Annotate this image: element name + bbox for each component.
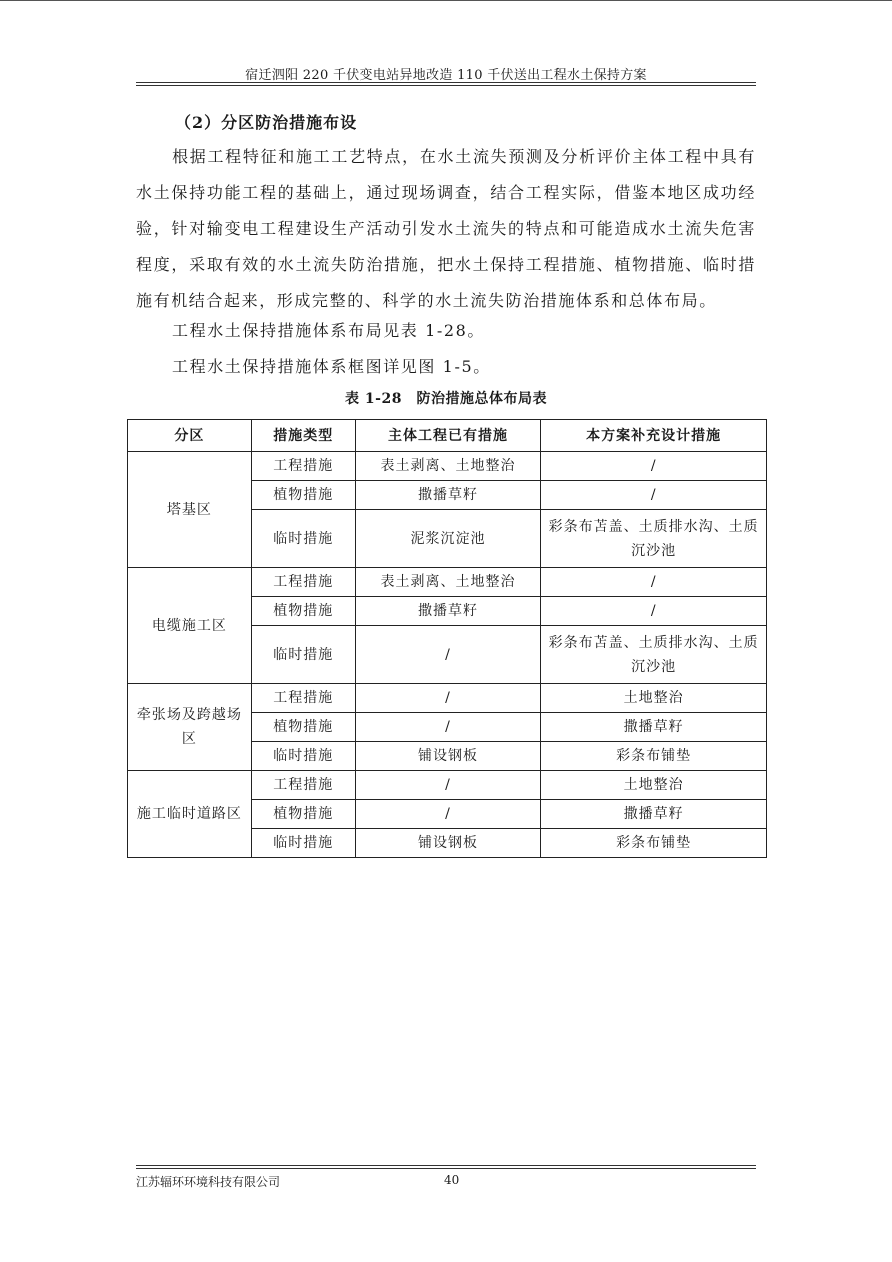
running-header: 宿迁泗阳 220 千伏变电站异地改造 110 千伏送出工程水土保持方案 <box>245 68 647 83</box>
zone-cell: 电缆施工区 <box>128 568 252 684</box>
measure-type-cell: 工程措施 <box>251 684 355 713</box>
existing-measure-cell: 撒播草籽 <box>355 481 541 510</box>
measure-type-cell: 植物措施 <box>251 481 355 510</box>
supplementary-measure-cell: 彩条布铺垫 <box>541 829 767 858</box>
footer-rule-thin <box>136 1165 756 1166</box>
existing-measure-cell: 表土剥离、土地整治 <box>355 452 541 481</box>
page-number: 40 <box>444 1173 460 1187</box>
existing-measure-cell: / <box>355 771 541 800</box>
measure-type-cell: 植物措施 <box>251 713 355 742</box>
zone-cell: 施工临时道路区 <box>128 771 252 858</box>
section-heading: （2）分区防治措施布设 <box>175 113 358 132</box>
supplementary-measure-cell: 土地整治 <box>541 684 767 713</box>
existing-measure-cell: / <box>355 626 541 684</box>
measures-layout-table <box>127 419 767 858</box>
header-rule <box>136 82 756 83</box>
zone-cell: 塔基区 <box>128 452 252 568</box>
footer-rule <box>136 1168 756 1169</box>
measure-type-cell: 临时措施 <box>251 829 355 858</box>
table-row <box>128 771 767 800</box>
measure-type-cell: 工程措施 <box>251 771 355 800</box>
table-row <box>128 452 767 481</box>
table-header-row <box>128 420 767 452</box>
existing-measure-cell: 撒播草籽 <box>355 597 541 626</box>
footer-company: 江苏辐环环境科技有限公司 <box>136 1175 281 1189</box>
body-paragraph-intro <box>136 139 756 319</box>
header-measure-type: 措施类型 <box>251 420 355 452</box>
supplementary-measure-cell: / <box>541 452 767 481</box>
existing-measure-cell: / <box>355 713 541 742</box>
existing-measure-cell: 铺设钢板 <box>355 742 541 771</box>
supplementary-measure-cell: 彩条布苫盖、土质排水沟、土质沉沙池 <box>541 510 767 568</box>
supplementary-measure-cell: 撒播草籽 <box>541 713 767 742</box>
supplementary-measure-cell: / <box>541 568 767 597</box>
supplementary-measure-cell: 土地整治 <box>541 771 767 800</box>
header-supplementary-measures: 本方案补充设计措施 <box>541 420 767 452</box>
table-row <box>128 684 767 713</box>
existing-measure-cell: 表土剥离、土地整治 <box>355 568 541 597</box>
body-paragraph-figure-ref: 工程水土保持措施体系框图详见图 1-5。 <box>172 357 491 376</box>
measure-type-cell: 植物措施 <box>251 597 355 626</box>
measure-type-cell: 工程措施 <box>251 452 355 481</box>
body-paragraph-table-ref: 工程水土保持措施体系布局见表 1-28。 <box>172 321 486 340</box>
measure-type-cell: 临时措施 <box>251 742 355 771</box>
existing-measure-cell: / <box>355 800 541 829</box>
page-top-border <box>0 0 892 1</box>
supplementary-measure-cell: / <box>541 597 767 626</box>
supplementary-measure-cell: 彩条布苫盖、土质排水沟、土质沉沙池 <box>541 626 767 684</box>
supplementary-measure-cell: 撒播草籽 <box>541 800 767 829</box>
existing-measure-cell: 泥浆沉淀池 <box>355 510 541 568</box>
paragraph-text: 根据工程特征和施工工艺特点，在水土流失预测及分析评价主体工程中具有水土保持功能工程的基础上，通过现场调查，结合工程实际，借鉴本地区成功经验，针对输变电工程建设生产活动引发水土流失的特点和可能造成水土流失危害程度，采取有效的水土流失防治措施，把水土保持工程措施、植物措施、临时措施有机结合起来，形成完整的、科学的水土流失防治措施体系和总体布局。 <box>136 147 756 310</box>
measure-type-cell: 工程措施 <box>251 568 355 597</box>
existing-measure-cell: 铺设钢板 <box>355 829 541 858</box>
header-existing-measures: 主体工程已有措施 <box>355 420 541 452</box>
header-rule-thin <box>136 85 756 86</box>
header-zone: 分区 <box>128 420 252 452</box>
supplementary-measure-cell: / <box>541 481 767 510</box>
measure-type-cell: 临时措施 <box>251 626 355 684</box>
supplementary-measure-cell: 彩条布铺垫 <box>541 742 767 771</box>
table-row <box>128 568 767 597</box>
existing-measure-cell: / <box>355 684 541 713</box>
zone-cell: 牵张场及跨越场区 <box>128 684 252 771</box>
measure-type-cell: 植物措施 <box>251 800 355 829</box>
measure-type-cell: 临时措施 <box>251 510 355 568</box>
table-caption: 表 1-28 防治措施总体布局表 <box>345 391 547 407</box>
